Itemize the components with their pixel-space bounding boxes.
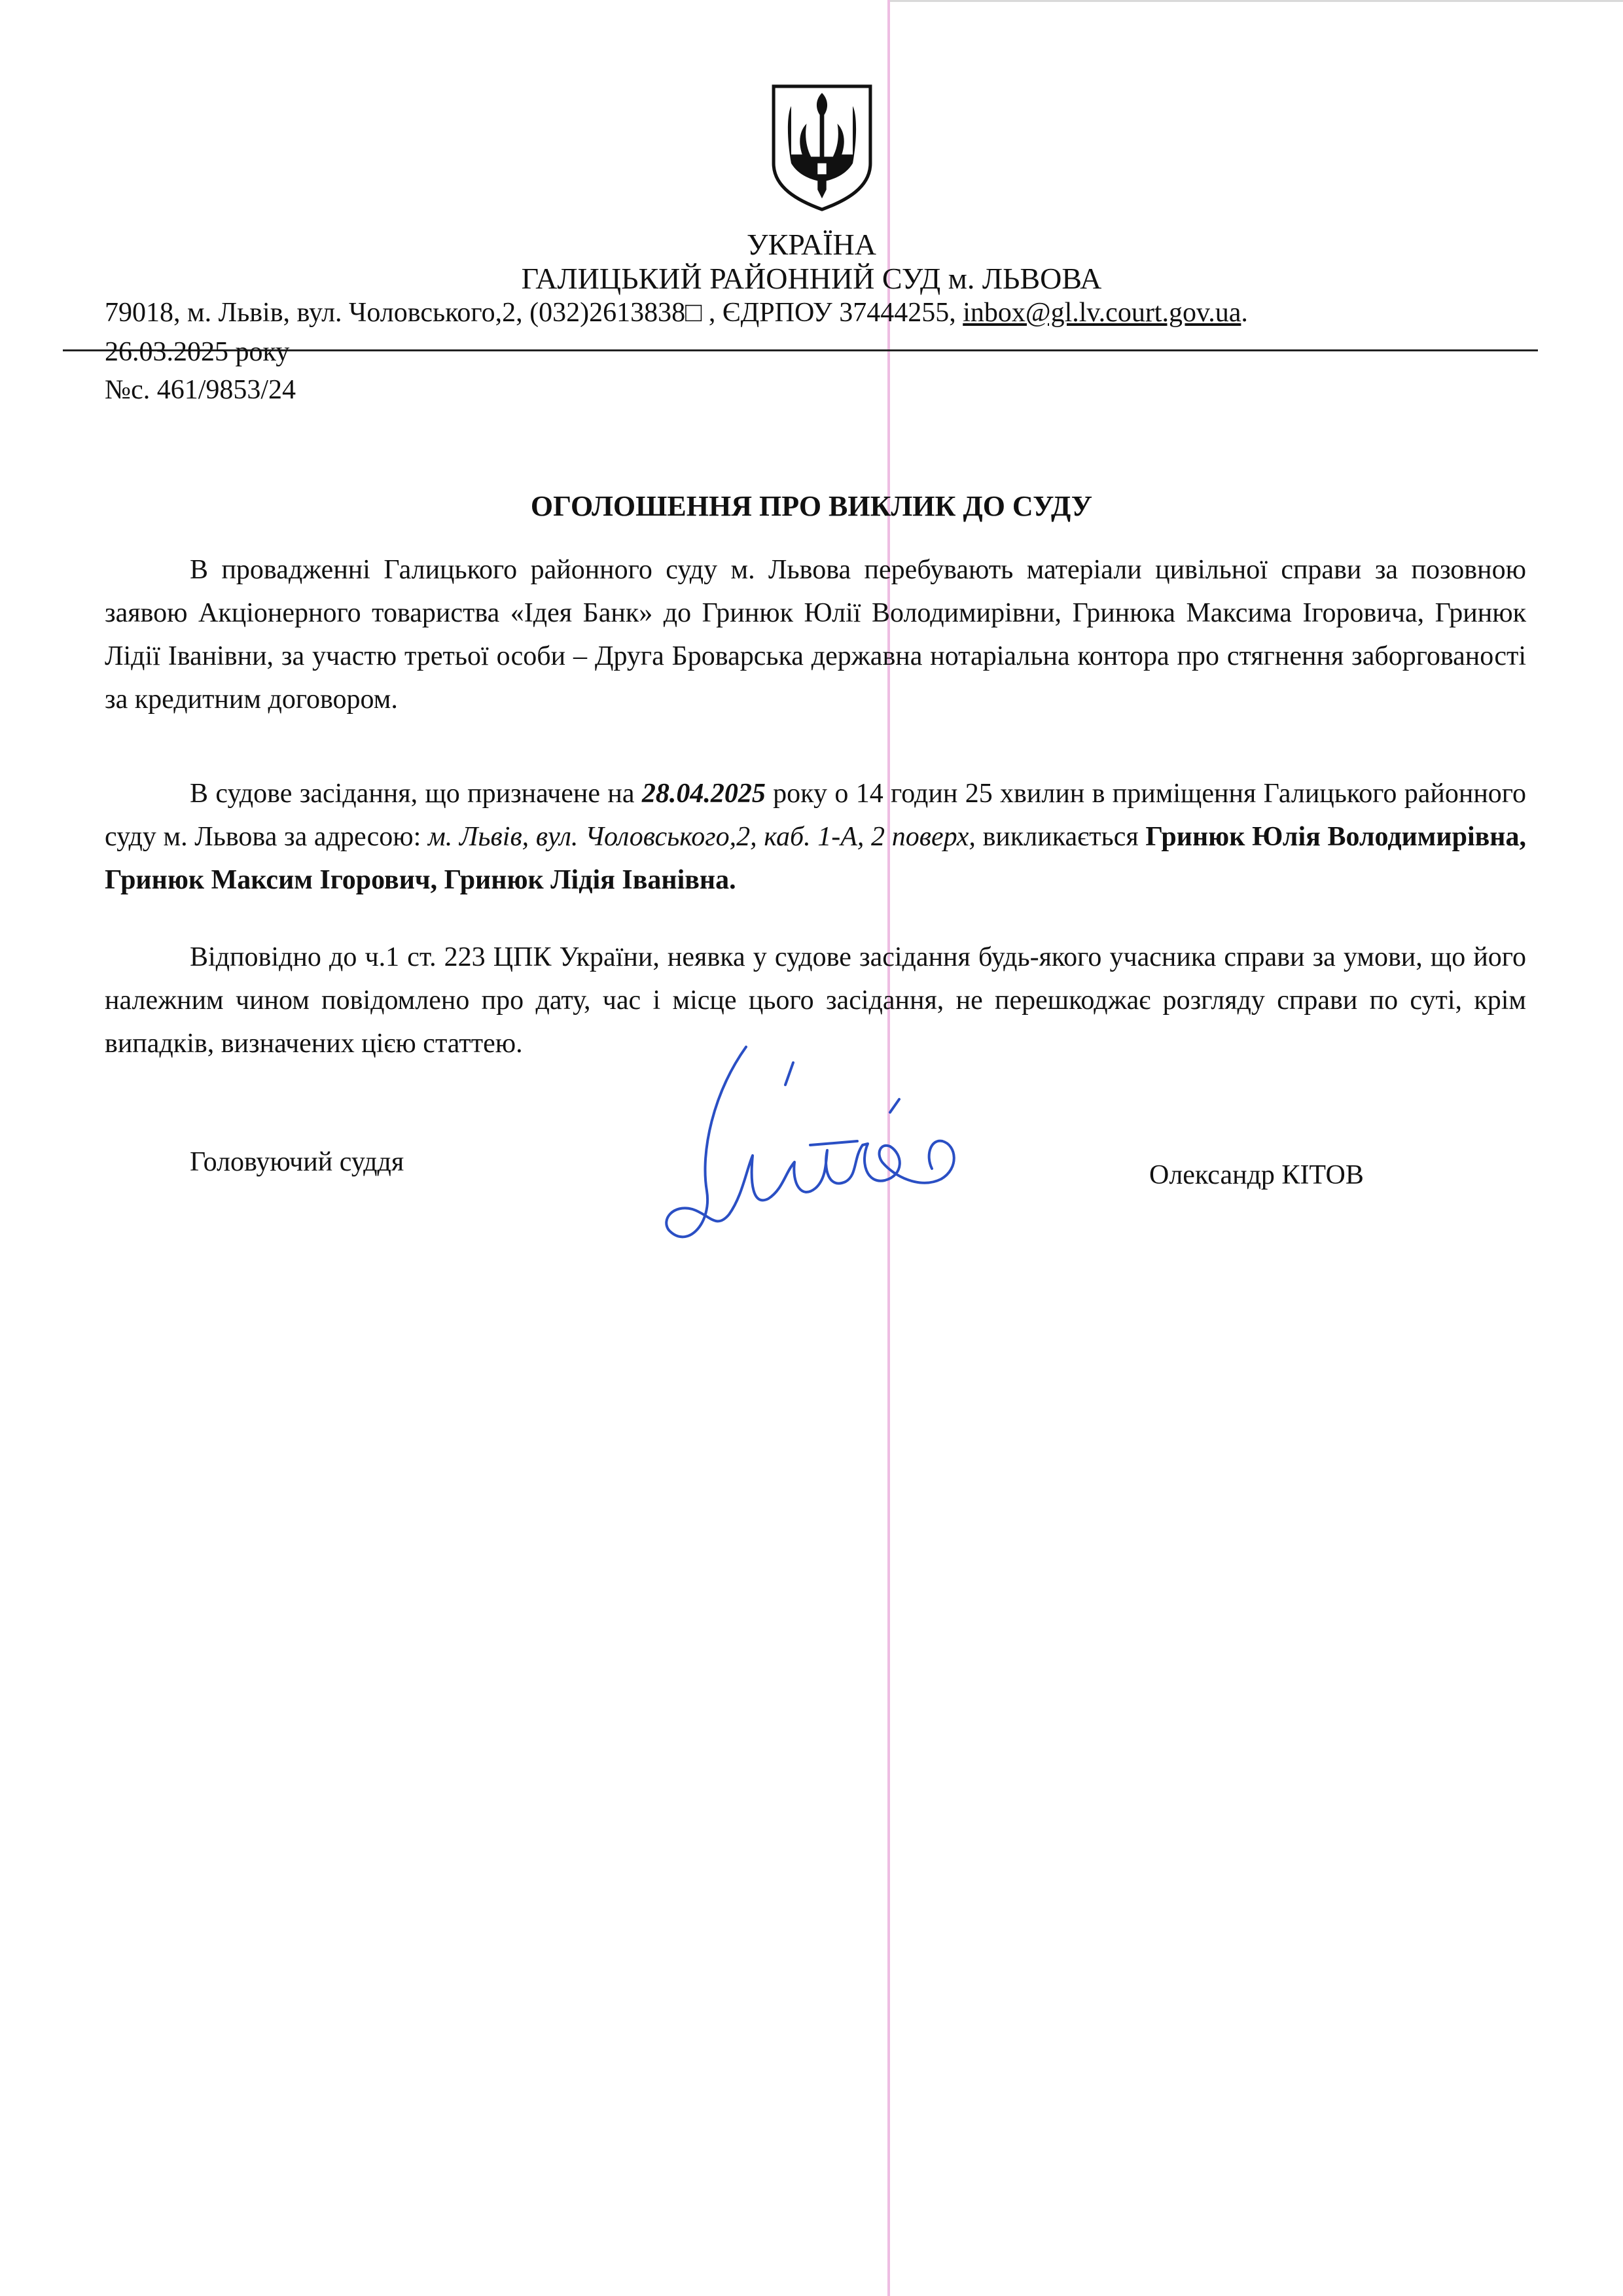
address-trailing-dot: . (1241, 298, 1248, 328)
paragraph-hearing (105, 772, 1526, 902)
case-number: №с. 461/9853/24 (105, 375, 296, 405)
address-text: 79018, м. Львів, вул. Чоловського,2, (032)2613838□ , ЄДРПОУ 37444255, (105, 298, 963, 328)
hearing-address: м. Львів, вул. Чоловського,2, каб. 1-А, 2 поверх, (428, 822, 976, 852)
document-date: 26.03.2025 року (105, 337, 290, 367)
email-link[interactable]: inbox@gl.lv.court.gov.ua (963, 298, 1241, 328)
hearing-text-1: В судове засідання, що призначене на (190, 779, 642, 809)
court-address-line (105, 296, 1248, 330)
country-heading: УКРАЇНА (747, 228, 876, 261)
court-name-heading: ГАЛИЦЬКИЙ РАЙОННИЙ СУД м. ЛЬВОВА (521, 262, 1102, 295)
paragraph-legal-notice: Відповідно до ч.1 ст. 223 ЦПК України, неявка у судове засідання будь-якого учасника справи за умови, що його належним чином повідомлено про дату, час і місце цього засідання, не перешкоджає розгляду справи по суті, крім випадків, визначених цією статтею. (105, 942, 1526, 1059)
presiding-judge-label: Головуючий суддя (190, 1147, 404, 1177)
document-title: ОГОЛОШЕННЯ ПРО ВИКЛИК ДО СУДУ (530, 490, 1093, 522)
summoned-persons: Гринюк Юлія Володимирівна, Гринюк Максим Ігорович, Гринюк Лідія Іванівна. (105, 822, 1526, 895)
paragraph-case-info: В провадженні Галицького районного суду м. Львова перебувають матеріали цивільної справи за позовною заявою Акціонерного товариства «Ідея Банк» до Гринюк Юлії Володимирівни, Гринюка Максима Ігоровича, Гринюк Лідії Іванівни, за участю третьої особи – Друга Броварська державна нотаріальна контора про стягнення заборгованості за кредитним договором. (105, 555, 1526, 715)
coat-of-arms-icon (767, 81, 877, 215)
scan-top-edge (890, 0, 1623, 2)
hearing-text-2: року о 14 годин 25 хвилин в приміщення Галицького районного суду м. Львова за адресою: (105, 779, 1526, 852)
hearing-text-3: викликається (975, 822, 1146, 852)
judge-name: Олександр КІТОВ (1149, 1160, 1364, 1190)
hearing-date: 28.04.2025 (641, 779, 766, 809)
handwritten-signature (661, 1034, 975, 1269)
